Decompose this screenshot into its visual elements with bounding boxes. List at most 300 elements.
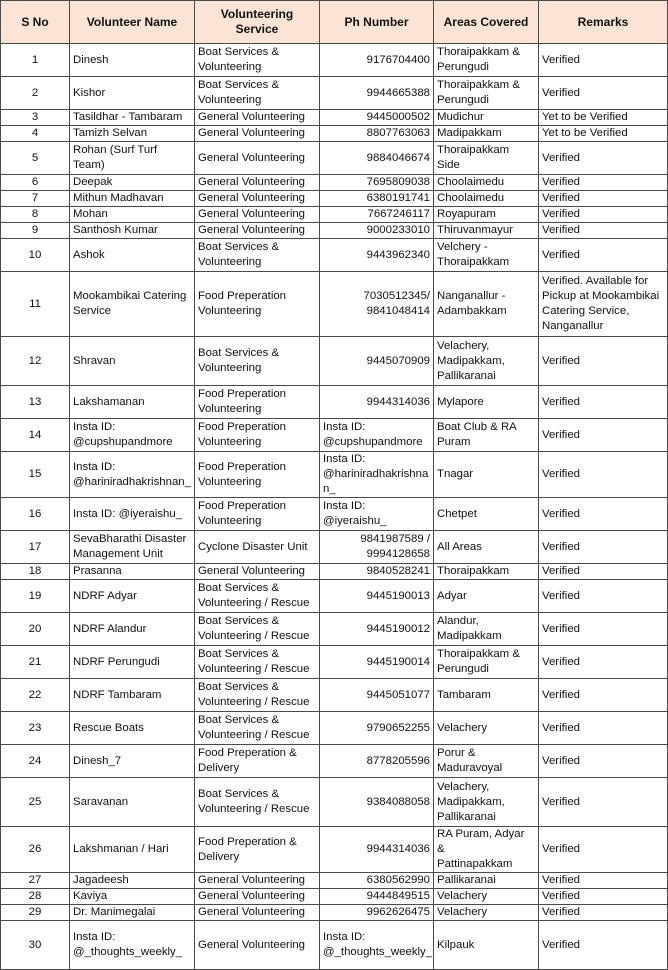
cell-remarks bbox=[539, 452, 668, 498]
cell-areas-covered bbox=[434, 679, 539, 712]
cell-ph-number bbox=[320, 452, 434, 498]
table-row bbox=[1, 175, 668, 191]
cell-areas-covered-text: Choolaimedu bbox=[437, 176, 505, 188]
cell-volunteering-service bbox=[195, 873, 320, 889]
cell-areas-covered-text: Thoraipakkam & Perungudi bbox=[437, 79, 520, 106]
cell-volunteer-name-text: Dinesh bbox=[73, 53, 109, 66]
cell-sno bbox=[1, 564, 70, 580]
cell-remarks-text: Verified bbox=[542, 428, 580, 441]
cell-volunteer-name bbox=[70, 223, 195, 239]
cell-ph-number bbox=[320, 142, 434, 175]
cell-sno bbox=[1, 239, 70, 272]
cell-areas-covered bbox=[434, 889, 539, 905]
cell-volunteering-service bbox=[195, 564, 320, 580]
cell-areas-covered-text: Velachery bbox=[437, 721, 488, 734]
cell-ph-number-text: 9944314036 bbox=[366, 843, 430, 855]
cell-volunteer-name-text: Kishor bbox=[73, 86, 106, 99]
cell-areas-covered-text: Mylapore bbox=[437, 395, 484, 408]
cell-remarks bbox=[539, 827, 668, 873]
cell-remarks-text: Verified bbox=[542, 890, 580, 902]
cell-remarks-text: Verified bbox=[542, 906, 580, 918]
cell-areas-covered-text: Velachery, Madipakkam, Pallikaranai bbox=[437, 339, 505, 382]
cell-sno-text: 17 bbox=[28, 540, 42, 553]
cell-sno bbox=[1, 745, 70, 778]
cell-remarks-text: Yet to be Verified bbox=[542, 111, 628, 123]
cell-volunteering-service-text: General Volunteering bbox=[198, 906, 306, 918]
cell-remarks-text: Verified bbox=[542, 938, 580, 951]
cell-areas-covered-text: RA Puram, Adyar & Pattinapakkam bbox=[437, 828, 525, 870]
cell-areas-covered bbox=[434, 778, 539, 827]
cell-areas-covered bbox=[434, 386, 539, 419]
cell-remarks bbox=[539, 142, 668, 175]
cell-volunteer-name bbox=[70, 419, 195, 452]
cell-volunteer-name-text: NDRF Adyar bbox=[73, 589, 137, 602]
cell-volunteering-service-text: Boat Services & Volunteering / Rescue bbox=[198, 681, 310, 708]
cell-ph-number bbox=[320, 126, 434, 142]
cell-sno bbox=[1, 531, 70, 564]
cell-areas-covered bbox=[434, 142, 539, 175]
cell-areas-covered-text: Adyar bbox=[437, 589, 467, 602]
cell-remarks bbox=[539, 712, 668, 745]
cell-remarks-text: Verified bbox=[542, 224, 580, 236]
cell-areas-covered-text: Thiruvanmayur bbox=[437, 224, 513, 236]
cell-ph-number-text: 9840528241 bbox=[366, 565, 430, 577]
cell-sno-text: 28 bbox=[28, 890, 42, 902]
cell-areas-covered-text: Thoraipakkam bbox=[437, 565, 510, 577]
cell-ph-number-text: 8778205596 bbox=[366, 754, 430, 767]
cell-ph-number-text: 7667246117 bbox=[367, 208, 430, 220]
cell-areas-covered bbox=[434, 223, 539, 239]
cell-sno-text: 9 bbox=[31, 224, 39, 236]
cell-areas-covered-text: Royapuram bbox=[437, 208, 496, 220]
cell-volunteer-name bbox=[70, 452, 195, 498]
cell-remarks bbox=[539, 613, 668, 646]
cell-sno-text: 22 bbox=[28, 688, 42, 701]
cell-areas-covered bbox=[434, 175, 539, 191]
cell-volunteering-service-text: Food Preperation Volunteering bbox=[198, 460, 287, 488]
cell-sno-text: 16 bbox=[28, 507, 42, 520]
cell-sno-text: 5 bbox=[31, 151, 39, 164]
cell-remarks bbox=[539, 679, 668, 712]
cell-remarks-text: Verified bbox=[542, 354, 580, 367]
cell-volunteering-service-text: General Volunteering bbox=[198, 874, 306, 886]
cell-volunteer-name bbox=[70, 745, 195, 778]
cell-remarks bbox=[539, 921, 668, 970]
cell-volunteer-name-text: Lakshamanan bbox=[73, 395, 145, 408]
cell-sno bbox=[1, 613, 70, 646]
cell-volunteer-name bbox=[70, 827, 195, 873]
cell-ph-number-text: 7695809038 bbox=[366, 176, 430, 188]
cell-volunteer-name-text: Mohan bbox=[73, 208, 108, 220]
cell-ph-number-text: Insta ID: @iyeraishu_ bbox=[323, 500, 387, 527]
table-row bbox=[1, 580, 668, 613]
cell-sno bbox=[1, 580, 70, 613]
cell-volunteer-name-text: NDRF Perungudi bbox=[73, 655, 160, 668]
cell-remarks-text: Verified bbox=[542, 565, 580, 577]
cell-remarks-text: Verified bbox=[542, 507, 580, 520]
cell-remarks-text: Verified bbox=[542, 721, 580, 734]
cell-sno bbox=[1, 386, 70, 419]
cell-ph-number-text: 6380562990 bbox=[366, 874, 430, 886]
cell-remarks-text: Verified bbox=[542, 176, 580, 188]
cell-volunteering-service-text: Food Preperation Volunteering bbox=[198, 290, 287, 317]
cell-areas-covered bbox=[434, 873, 539, 889]
cell-ph-number bbox=[320, 223, 434, 239]
cell-volunteer-name-text: Insta ID: @_thoughts_weekly_ bbox=[73, 931, 183, 958]
cell-sno-text: 18 bbox=[28, 565, 42, 577]
cell-volunteer-name bbox=[70, 498, 195, 531]
cell-volunteering-service-text: General Volunteering bbox=[198, 890, 306, 902]
cell-remarks bbox=[539, 337, 668, 386]
cell-ph-number-text: 9944665388 bbox=[366, 86, 430, 99]
cell-volunteering-service bbox=[195, 827, 320, 873]
cell-volunteering-service-text: General Volunteering bbox=[198, 111, 306, 123]
header-ph-number: Ph Number bbox=[320, 1, 434, 44]
cell-remarks-text: Verified bbox=[542, 754, 580, 767]
cell-ph-number-text: 9445190013 bbox=[366, 589, 430, 602]
cell-areas-covered bbox=[434, 646, 539, 679]
cell-ph-number-text: Insta ID: @cupshupandmore bbox=[323, 421, 423, 448]
cell-remarks bbox=[539, 191, 668, 207]
cell-remarks bbox=[539, 531, 668, 564]
cell-volunteer-name-text: SevaBharathi Disaster Management Unit bbox=[73, 533, 187, 560]
cell-areas-covered bbox=[434, 712, 539, 745]
cell-remarks-text: Verified bbox=[542, 688, 580, 701]
table-header-row bbox=[1, 1, 668, 44]
cell-volunteering-service-text: Boat Services & Volunteering bbox=[198, 347, 280, 374]
cell-volunteering-service-text: Cyclone Disaster Unit bbox=[198, 540, 308, 553]
cell-sno bbox=[1, 679, 70, 712]
cell-ph-number-text: 9000233010 bbox=[366, 224, 430, 236]
cell-volunteering-service-text: Food Preperation Volunteering bbox=[198, 421, 287, 448]
cell-remarks bbox=[539, 207, 668, 223]
cell-ph-number-text: 9444849515 bbox=[366, 890, 430, 902]
cell-ph-number bbox=[320, 921, 434, 970]
table-row bbox=[1, 646, 668, 679]
cell-volunteering-service-text: Boat Services & Volunteering bbox=[198, 241, 280, 268]
cell-remarks bbox=[539, 126, 668, 142]
cell-volunteering-service-text: Food Preperation Volunteering bbox=[198, 500, 287, 527]
cell-sno bbox=[1, 419, 70, 452]
cell-sno-text: 7 bbox=[31, 192, 39, 204]
cell-sno bbox=[1, 44, 70, 77]
cell-volunteer-name bbox=[70, 778, 195, 827]
cell-volunteer-name-text: Saravanan bbox=[73, 795, 129, 808]
cell-ph-number bbox=[320, 712, 434, 745]
table-row bbox=[1, 531, 668, 564]
cell-ph-number bbox=[320, 679, 434, 712]
cell-volunteer-name-text: Insta ID: @cupshupandmore bbox=[73, 421, 173, 448]
cell-volunteering-service bbox=[195, 239, 320, 272]
header-areas-covered: Areas Covered bbox=[434, 1, 539, 44]
table-body bbox=[1, 44, 668, 970]
cell-volunteering-service bbox=[195, 337, 320, 386]
cell-volunteering-service bbox=[195, 191, 320, 207]
cell-sno bbox=[1, 207, 70, 223]
cell-volunteering-service-text: General Volunteering bbox=[198, 565, 306, 577]
cell-ph-number-text: 9445190014 bbox=[366, 655, 430, 668]
cell-areas-covered bbox=[434, 613, 539, 646]
cell-remarks-text: Verified bbox=[542, 540, 580, 553]
cell-volunteer-name-text: Deepak bbox=[73, 176, 113, 188]
cell-ph-number-text: Insta ID: @_thoughts_weekly_ bbox=[323, 931, 433, 958]
cell-remarks bbox=[539, 239, 668, 272]
cell-sno bbox=[1, 889, 70, 905]
table-row bbox=[1, 564, 668, 580]
cell-areas-covered-text: Choolaimedu bbox=[437, 192, 505, 204]
cell-volunteering-service-text: General Volunteering bbox=[198, 208, 306, 220]
cell-remarks bbox=[539, 498, 668, 531]
cell-ph-number-text: 9884046674 bbox=[366, 151, 430, 164]
cell-ph-number-text: 9790652255 bbox=[366, 721, 430, 734]
cell-volunteer-name-text: Dinesh_7 bbox=[73, 754, 122, 767]
cell-volunteer-name bbox=[70, 191, 195, 207]
cell-ph-number bbox=[320, 873, 434, 889]
cell-volunteering-service-text: General Volunteering bbox=[198, 192, 306, 204]
cell-remarks-text: Verified bbox=[542, 874, 580, 886]
cell-areas-covered bbox=[434, 110, 539, 126]
cell-sno-text: 2 bbox=[31, 86, 39, 99]
cell-volunteering-service bbox=[195, 531, 320, 564]
cell-sno-text: 4 bbox=[31, 127, 39, 139]
cell-remarks bbox=[539, 44, 668, 77]
cell-areas-covered bbox=[434, 745, 539, 778]
cell-ph-number-text: 9443962340 bbox=[366, 248, 430, 261]
cell-volunteer-name bbox=[70, 337, 195, 386]
cell-sno bbox=[1, 873, 70, 889]
cell-volunteering-service-text: General Volunteering bbox=[198, 224, 306, 236]
table-row bbox=[1, 827, 668, 873]
cell-ph-number-text: 9445070909 bbox=[366, 354, 430, 367]
cell-volunteering-service bbox=[195, 498, 320, 531]
cell-volunteer-name-text: Mithun Madhavan bbox=[73, 192, 164, 204]
cell-volunteering-service bbox=[195, 613, 320, 646]
cell-volunteer-name bbox=[70, 646, 195, 679]
cell-volunteering-service-text: General Volunteering bbox=[198, 176, 306, 188]
table-row bbox=[1, 745, 668, 778]
cell-volunteering-service-text: General Volunteering bbox=[198, 151, 306, 164]
cell-volunteer-name bbox=[70, 921, 195, 970]
cell-areas-covered bbox=[434, 191, 539, 207]
cell-ph-number bbox=[320, 745, 434, 778]
cell-remarks-text: Verified. Available for Pickup at Mookambikai Catering Service, Nanganallur bbox=[542, 275, 660, 332]
cell-sno bbox=[1, 498, 70, 531]
cell-volunteer-name-text: Jagadeesh bbox=[73, 874, 129, 886]
cell-sno-text: 25 bbox=[28, 795, 42, 808]
cell-remarks bbox=[539, 77, 668, 110]
cell-ph-number bbox=[320, 646, 434, 679]
cell-remarks bbox=[539, 223, 668, 239]
cell-sno-text: 27 bbox=[28, 874, 42, 886]
cell-volunteer-name bbox=[70, 126, 195, 142]
table-row bbox=[1, 452, 668, 498]
cell-ph-number-text: 9445190012 bbox=[366, 622, 430, 635]
cell-areas-covered bbox=[434, 531, 539, 564]
header-volunteer-name: Volunteer Name bbox=[70, 1, 195, 44]
cell-volunteering-service bbox=[195, 778, 320, 827]
cell-sno-text: 30 bbox=[28, 938, 42, 951]
cell-remarks-text: Verified bbox=[542, 86, 580, 99]
cell-areas-covered-text: Mudichur bbox=[437, 111, 484, 123]
table-row bbox=[1, 44, 668, 77]
table-row bbox=[1, 142, 668, 175]
cell-sno-text: 26 bbox=[28, 843, 42, 855]
cell-areas-covered-text: Velchery - Thoraipakkam bbox=[437, 241, 510, 268]
cell-sno bbox=[1, 126, 70, 142]
cell-sno bbox=[1, 452, 70, 498]
cell-areas-covered bbox=[434, 419, 539, 452]
cell-areas-covered bbox=[434, 44, 539, 77]
cell-ph-number-text: 9176704400 bbox=[366, 53, 430, 66]
cell-ph-number bbox=[320, 905, 434, 921]
cell-volunteering-service bbox=[195, 272, 320, 337]
cell-volunteer-name-text: Tasildhar - Tambaram bbox=[73, 111, 183, 123]
cell-areas-covered bbox=[434, 905, 539, 921]
cell-ph-number-text: 9944314036 bbox=[366, 395, 430, 408]
cell-areas-covered bbox=[434, 921, 539, 970]
cell-volunteering-service bbox=[195, 889, 320, 905]
table-row bbox=[1, 239, 668, 272]
cell-volunteer-name-text: Dr. Manimegalai bbox=[73, 906, 156, 918]
cell-remarks bbox=[539, 419, 668, 452]
cell-volunteer-name bbox=[70, 44, 195, 77]
table-row bbox=[1, 679, 668, 712]
cell-remarks bbox=[539, 778, 668, 827]
cell-sno bbox=[1, 223, 70, 239]
cell-volunteering-service bbox=[195, 110, 320, 126]
cell-volunteering-service bbox=[195, 905, 320, 921]
cell-remarks-text: Verified bbox=[542, 395, 580, 408]
cell-ph-number-text: 7030512345/ 9841048414 bbox=[363, 290, 430, 317]
cell-volunteer-name-text: Santhosh Kumar bbox=[73, 224, 158, 236]
cell-volunteer-name bbox=[70, 712, 195, 745]
cell-volunteering-service bbox=[195, 44, 320, 77]
table-row bbox=[1, 921, 668, 970]
cell-sno-text: 19 bbox=[28, 589, 42, 602]
cell-ph-number bbox=[320, 778, 434, 827]
cell-ph-number bbox=[320, 419, 434, 452]
table-row bbox=[1, 77, 668, 110]
header-volunteering-service: Volunteering Service bbox=[195, 1, 320, 44]
cell-ph-number bbox=[320, 272, 434, 337]
cell-areas-covered-text: Velachery, Madipakkam, Pallikaranai bbox=[437, 780, 505, 823]
cell-remarks bbox=[539, 905, 668, 921]
cell-ph-number bbox=[320, 889, 434, 905]
cell-remarks-text: Yet to be Verified bbox=[542, 127, 628, 139]
cell-ph-number-text: 9445000502 bbox=[366, 111, 430, 123]
cell-volunteering-service bbox=[195, 207, 320, 223]
cell-volunteer-name bbox=[70, 613, 195, 646]
cell-ph-number bbox=[320, 175, 434, 191]
table-row bbox=[1, 207, 668, 223]
cell-sno-text: 8 bbox=[31, 208, 39, 220]
cell-remarks-text: Verified bbox=[542, 468, 580, 480]
cell-ph-number bbox=[320, 239, 434, 272]
cell-volunteering-service-text: General Volunteering bbox=[198, 938, 306, 951]
cell-volunteering-service-text: General Volunteering bbox=[198, 127, 306, 139]
table-row bbox=[1, 889, 668, 905]
cell-sno bbox=[1, 175, 70, 191]
cell-volunteering-service bbox=[195, 580, 320, 613]
cell-sno-text: 10 bbox=[28, 248, 42, 261]
cell-areas-covered-text: Tnagar bbox=[437, 468, 474, 480]
cell-areas-covered-text: Kilpauk bbox=[437, 938, 475, 951]
cell-sno-text: 15 bbox=[28, 468, 42, 480]
cell-remarks-text: Verified bbox=[542, 53, 580, 66]
cell-volunteer-name-text: Insta ID: @iyeraishu_ bbox=[73, 507, 183, 520]
cell-ph-number bbox=[320, 531, 434, 564]
cell-volunteer-name-text: Kaviya bbox=[73, 890, 108, 902]
cell-volunteering-service bbox=[195, 386, 320, 419]
cell-areas-covered bbox=[434, 126, 539, 142]
cell-sno-text: 12 bbox=[28, 354, 42, 367]
cell-sno bbox=[1, 778, 70, 827]
table-row bbox=[1, 873, 668, 889]
cell-ph-number-text: 9384088058 bbox=[366, 795, 430, 808]
cell-sno bbox=[1, 191, 70, 207]
cell-volunteering-service-text: Boat Services & Volunteering / Rescue bbox=[198, 615, 310, 642]
cell-areas-covered-text: All Areas bbox=[437, 540, 482, 553]
cell-sno-text: 6 bbox=[31, 176, 39, 188]
cell-areas-covered bbox=[434, 564, 539, 580]
cell-areas-covered-text: Velachery bbox=[437, 890, 488, 902]
cell-areas-covered-text: Thoraipakkam Side bbox=[437, 144, 510, 171]
cell-areas-covered-text: Nanganallur - Adambakkam bbox=[437, 290, 507, 317]
cell-volunteer-name bbox=[70, 110, 195, 126]
cell-sno bbox=[1, 272, 70, 337]
cell-volunteer-name-text: Lakshmanan / Hari bbox=[73, 843, 169, 855]
cell-sno-text: 3 bbox=[31, 111, 39, 123]
cell-remarks-text: Verified bbox=[542, 208, 580, 220]
cell-volunteer-name bbox=[70, 889, 195, 905]
cell-volunteer-name-text: Prasanna bbox=[73, 565, 122, 577]
cell-volunteer-name bbox=[70, 386, 195, 419]
header-sno: S No bbox=[1, 1, 70, 44]
cell-sno-text: 29 bbox=[28, 906, 42, 918]
cell-volunteer-name bbox=[70, 239, 195, 272]
cell-volunteering-service bbox=[195, 745, 320, 778]
cell-areas-covered-text: Chetpet bbox=[437, 507, 477, 520]
cell-remarks-text: Verified bbox=[542, 192, 580, 204]
cell-areas-covered bbox=[434, 272, 539, 337]
cell-remarks-text: Verified bbox=[542, 843, 580, 855]
cell-volunteering-service-text: Boat Services & Volunteering / Rescue bbox=[198, 714, 310, 741]
cell-volunteer-name bbox=[70, 580, 195, 613]
cell-volunteering-service-text: Boat Services & Volunteering / Rescue bbox=[198, 788, 310, 815]
cell-areas-covered-text: Velachery bbox=[437, 906, 488, 918]
table-row bbox=[1, 223, 668, 239]
cell-areas-covered bbox=[434, 580, 539, 613]
cell-volunteer-name bbox=[70, 175, 195, 191]
cell-remarks bbox=[539, 745, 668, 778]
cell-volunteer-name-text: Tamizh Selvan bbox=[73, 127, 148, 139]
cell-areas-covered bbox=[434, 207, 539, 223]
cell-ph-number bbox=[320, 580, 434, 613]
cell-volunteer-name bbox=[70, 207, 195, 223]
cell-remarks-text: Verified bbox=[542, 589, 580, 602]
cell-sno bbox=[1, 77, 70, 110]
cell-sno-text: 24 bbox=[28, 754, 42, 767]
cell-volunteering-service bbox=[195, 77, 320, 110]
cell-remarks-text: Verified bbox=[542, 151, 580, 164]
cell-ph-number-text: 8807763063 bbox=[366, 127, 430, 139]
cell-volunteer-name bbox=[70, 142, 195, 175]
cell-sno bbox=[1, 827, 70, 873]
cell-areas-covered bbox=[434, 498, 539, 531]
cell-remarks bbox=[539, 873, 668, 889]
cell-volunteering-service-text: Boat Services & Volunteering bbox=[198, 79, 280, 106]
cell-sno bbox=[1, 646, 70, 679]
